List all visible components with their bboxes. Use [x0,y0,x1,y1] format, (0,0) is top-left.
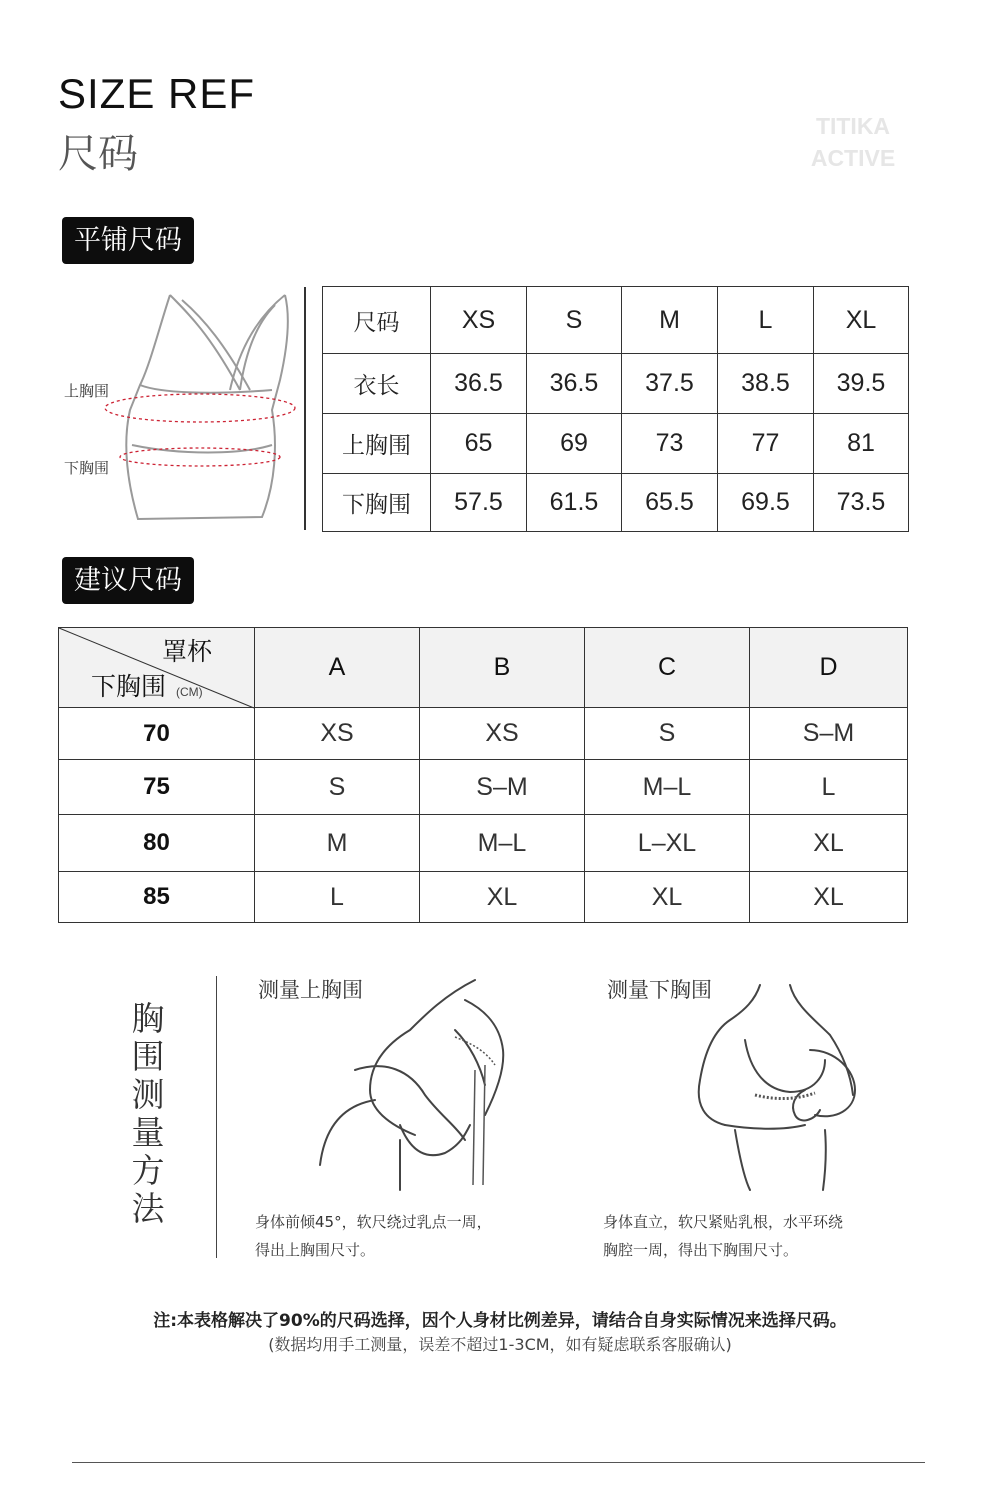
header-cell-xs: XS [431,287,527,354]
table-cell: S–M [420,760,585,815]
table-cell: 65 [431,414,527,474]
brand-line-1: TITIKA [815,113,891,139]
measure-title-char: 测 [131,1075,165,1114]
bra-diagram [100,285,310,530]
header-cell-l: L [718,287,814,354]
flat-size-tag: 平铺尺码 [62,217,194,264]
table-cell: S [585,708,750,760]
table-cell: M–L [585,760,750,815]
table-cell: 73 [622,414,718,474]
upper-desc-line-1: 身体前倾45°，软尺绕过乳点一周， [255,1213,492,1231]
table-row [59,815,908,872]
brand-line-2: ACTIVE [810,145,896,171]
measure-divider [216,976,217,1258]
lower-desc-line-1: 身体直立，软尺紧贴乳根，水平环绕 [603,1213,844,1231]
table-cell: XS [255,708,420,760]
corner-unit-label: (CM) [176,685,203,699]
header-cell-size: 尺码 [323,287,431,354]
table-cell: 57.5 [431,474,527,532]
upper-bust-label: 上胸围 [64,382,110,400]
header-cell-s: S [527,287,622,354]
measure-method-title [128,1000,168,1228]
table-cell: S–M [750,708,908,760]
table-cell: S [255,760,420,815]
note-line-2: (数据均用手工测量，误差不超过1-3CM，如有疑虑联系客服确认) [268,1335,732,1354]
table-row [323,414,909,474]
table-cell: XL [420,872,585,923]
corner-cup-label: 罩杯 [161,637,212,666]
table-row [59,872,908,923]
table-cell: M–L [420,815,585,872]
underbust-band-70: 70 [59,708,255,760]
flat-size-table [322,286,909,532]
cup-header-d: D [750,628,908,708]
table-cell: 37.5 [622,354,718,414]
corner-underbust-label: 下胸围 [91,672,167,701]
table-cell: 38.5 [718,354,814,414]
measure-title-char: 法 [131,1189,165,1228]
under-bust-method-title: 测量下胸围 [607,978,712,1002]
header-cell-m: M [622,287,718,354]
lower-desc-line-2: 胸腔一周，得出下胸围尺寸。 [603,1241,799,1259]
table-row [59,760,908,815]
table-row [323,354,909,414]
under-bust-method-desc [603,1208,843,1264]
note-line-1: 注:本表格解决了90%的尺码选择，因个人身材比例差异，请结合自身实际情况来选择尺码。 [153,1311,847,1331]
cup-header-c: C [585,628,750,708]
brand-watermark [808,110,898,174]
under-bust-label: 下胸围 [64,459,110,477]
table-cell: L–XL [585,815,750,872]
page-title-en: SIZE REF [58,70,256,117]
table-cell: L [255,872,420,923]
table-cell: 36.5 [431,354,527,414]
upper-bust-method-desc [255,1208,492,1264]
corner-cell [59,628,255,708]
underbust-band-75: 75 [59,760,255,815]
table-cell: XL [750,815,908,872]
upper-desc-line-2: 得出上胸围尺寸。 [255,1241,376,1259]
upper-bust-illustration [315,975,535,1200]
table-cell: XL [750,872,908,923]
header-cell-xl: XL [814,287,909,354]
table-cell: 39.5 [814,354,909,414]
table-cell: 77 [718,414,814,474]
underbust-band-85: 85 [59,872,255,923]
bottom-rule [72,1462,925,1463]
upper-bust-method-title: 测量上胸围 [258,978,363,1002]
table-cell: 81 [814,414,909,474]
under-bust-illustration [675,980,895,1195]
suggest-table-header-row [59,628,908,708]
table-cell: 73.5 [814,474,909,532]
measure-title-char: 围 [131,1037,165,1076]
flat-table-header-row [323,287,909,354]
measure-title-char: 量 [131,1113,165,1152]
row-label-length: 衣长 [323,354,431,414]
measure-title-char: 胸 [131,999,165,1038]
cup-header-a: A [255,628,420,708]
page-title-cn: 尺码 [58,131,138,177]
table-cell: 61.5 [527,474,622,532]
measure-title-char: 方 [131,1151,165,1190]
suggested-size-tag: 建议尺码 [62,557,194,604]
table-cell: 69 [527,414,622,474]
table-cell: 65.5 [622,474,718,532]
table-row [323,474,909,532]
table-cell: XS [420,708,585,760]
table-row [59,708,908,760]
cup-header-b: B [420,628,585,708]
table-cell: XL [585,872,750,923]
table-cell: 69.5 [718,474,814,532]
table-cell: 36.5 [527,354,622,414]
divider-line [304,287,306,530]
suggested-size-table [58,627,908,923]
table-cell: M [255,815,420,872]
row-label-under-bust: 下胸围 [323,474,431,532]
table-cell: L [750,760,908,815]
underbust-band-80: 80 [59,815,255,872]
row-label-upper-bust: 上胸围 [323,414,431,474]
